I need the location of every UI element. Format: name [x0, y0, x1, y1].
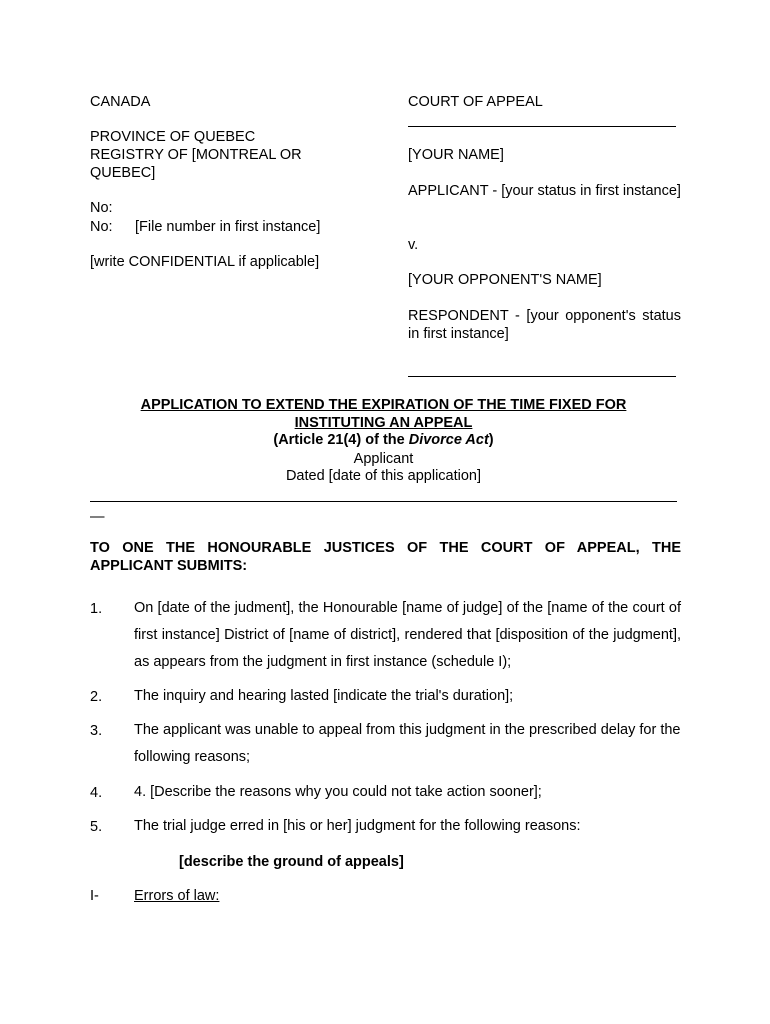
title-rule [90, 501, 677, 502]
section-title: Errors of law: [134, 888, 220, 904]
paragraph-number: 4. [90, 785, 103, 801]
court-name: COURT OF APPEAL [408, 94, 543, 110]
paragraph-text: The inquiry and hearing lasted [indicate the trial's duration]; [134, 688, 514, 704]
province-label: PROVINCE OF QUEBEC [90, 129, 256, 145]
file-number-placeholder: [File number in first instance] [135, 219, 321, 235]
act-name: Divorce Act [408, 432, 489, 448]
paragraph-text: The trial judge erred in [his or her] judgment for the following reasons: [134, 818, 581, 834]
your-name-placeholder: [YOUR NAME] [408, 147, 504, 163]
versus-label: v. [408, 237, 419, 253]
article-reference [90, 431, 677, 449]
respondent-status: RESPONDENT - [your opponent's status in first instance] [408, 308, 681, 342]
paragraph-number: 5. [90, 819, 103, 835]
paragraph-text: The applicant was unable to appeal from this judgment in the prescribed delay for the following reasons; [134, 722, 681, 765]
document-title-line1: APPLICATION TO EXTEND THE EXPIRATION OF THE TIME FIXED FOR [140, 397, 627, 413]
article-prefix: (Article 21(4) of the [273, 432, 409, 448]
paragraph-text: On [date of the judment], the Honourable [name of judge] of the [name of the court of first instance] District of [name of district], rendered that [disposition of the judgment], as appears from the judgment in first instance (schedule I); [134, 600, 681, 670]
address-heading: TO ONE THE HONOURABLE JUSTICES OF THE COURT OF APPEAL, THE APPLICANT SUBMITS: [90, 540, 681, 574]
dated-line: Dated [date of this application] [285, 468, 482, 484]
number-label-1: No: [90, 200, 113, 216]
grounds-heading: [describe the ground of appeals] [179, 854, 404, 870]
number-label-2: No: [90, 219, 113, 235]
header-rule-top [408, 126, 676, 127]
party-label: Applicant [353, 451, 414, 467]
article-suffix: ) [488, 432, 494, 448]
paragraph-number: 3. [90, 723, 103, 739]
rule-tail: — [90, 509, 105, 525]
header-rule-bottom [408, 376, 676, 377]
paragraph-number: 1. [90, 601, 103, 617]
paragraph-number: 2. [90, 689, 103, 705]
confidential-note: [write CONFIDENTIAL if applicable] [90, 254, 320, 270]
applicant-status: APPLICANT - [your status in first instance] [408, 183, 681, 199]
document-title-line2: INSTITUTING AN APPEAL [294, 415, 473, 431]
section-number: I- [90, 888, 99, 904]
registry-label: REGISTRY OF [MONTREAL OR QUEBEC] [90, 147, 302, 181]
country-label: CANADA [90, 94, 151, 110]
opponent-name-placeholder: [YOUR OPPONENT'S NAME] [408, 272, 602, 288]
paragraph-text: 4. [Describe the reasons why you could not take action sooner]; [134, 784, 542, 800]
